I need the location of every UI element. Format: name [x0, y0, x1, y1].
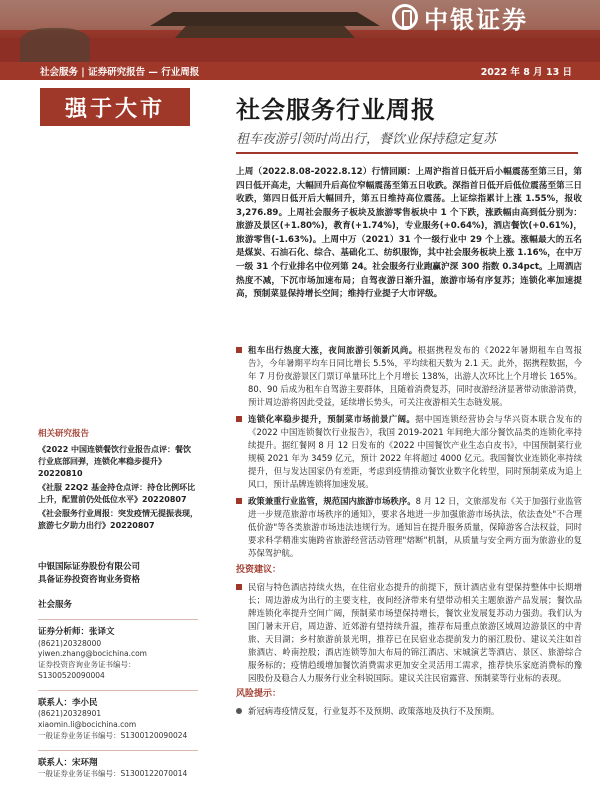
brand-name: 中银证券 — [424, 4, 528, 34]
invest-text: 民宿与特色酒店持续火热，在住宿业态提升的前提下，预计酒店业有望保持整体中长期增长；周边游成为出行的主要支柱，夜间经济带来有望带动相关主题旅游产品发展；餐饮品牌连锁化率提升空间广阔，预制菜市场望保持增长，餐饮业发展复苏动力强劲。我们认为国门暑末开启，周边游、近郊游有望持续升温，推荐布局重点旅游区域周边游景区的中青旅、天目湖；乡村旅游前景光明，推荐已在民宿业态提前发力的丽江股份、建议关注如首旅酒店、岭南控股；酒店连锁等加大布局的锦江酒店、宋城演艺等酒店、景区、旅游综合服务标的；疫情趋缓增加餐饮消费需求更加安全灵活用工需求，推荐快乐家庭消费标的豫园股份及稳合人力服务行业全科锐国际。建议关注民宿露营、预制菜等行业标的表现。 — [248, 582, 582, 684]
bullet-square-icon — [236, 584, 242, 590]
bullet-text: 8 月 12 日，文旅部发布《关于加强行业监管进一步规范旅游市场秩序的通知》，要求各地进一步加强旅游市场执法，依法查处"不合理低价游"等各类旅游市场违法违规行为。通知旨在提升服务质量，保障游客合法权益，同时要求科学精准实施跨省旅游经营活动管理"熔断"机制，从质量与安全两方面为旅游业的复苏保驾护航。 — [248, 496, 582, 559]
page-subtitle: 租车夜游引领时尚出行，餐饮业保持稳定复苏 — [236, 132, 497, 147]
analyst-phone: (8621)20328901 — [38, 709, 102, 719]
palace-roof-lower — [175, 26, 355, 38]
summary-paragraph — [236, 166, 582, 302]
rating-badge: 强于大市 — [40, 88, 190, 126]
related-report-link[interactable]: 《社会服务行业周报：突发疫情无提振表现，旅游七夕助力出行》20220807 — [38, 509, 198, 530]
bullet-square-icon — [236, 347, 242, 353]
related-reports-title: 相关研究报告 — [38, 429, 90, 439]
risk-text: 新冠病毒疫情反复，行业复苏不及预期、政策落地及执行不及预期。 — [248, 706, 500, 717]
key-points — [236, 344, 582, 718]
analyst-role: 联系人： — [38, 758, 73, 769]
bullet-lead: 租车出行热度大涨，夜间旅游引领新风尚。 — [248, 345, 418, 355]
bullet-text: 根据携程发布的《2022年暑期租车自驾报告》，今年暑期平均车日同比增长 5.5%，平均续租天数为 2.1 天。此外，据携程数据，今年 7 月份夜游景区门票订单量环比上个月增长 138%，出游人次环比上个月增长 165%。80、90 后成为租车自驾游主要群体，且随着消费复苏，同时夜游经济显著带动旅游消费，预计周边游将因此受益，延续增长势头，可关注夜游相关生态链发展。 — [248, 345, 583, 408]
breadcrumb: 社会服务 | 证券研究报告 — 行业周报 — [40, 67, 200, 78]
bullet-square-icon — [236, 416, 242, 422]
invest-title: 投资建议： — [236, 565, 282, 576]
analyst-name: 张译文 — [89, 627, 115, 638]
palace-wall — [0, 38, 600, 62]
bullet-item — [236, 495, 582, 560]
analyst-role: 证券分析师： — [38, 627, 90, 638]
analyst-cert: 证券投资咨询业务证书编号：S1300520090004 — [38, 660, 136, 681]
summary-text: 上周（2022.8.08-2022.8.12）行情回顾：上周沪指首日低开后小幅震荡至第三日，第四日低开高走，大幅回升后高位窄幅震荡至第五日收跌。深指首日低开后低位震荡至第三日收跌，第四日低开后大幅回升，第五日维持高位震荡。上证综指累计上涨 1.55%，报收 3,276.89。上周社会服务子板块及旅游零售板块中 1 个下跌，涨跌幅由高到低分别为：旅游及景区(+1.80%)，教育(+1.74%)，专业服务(+0.64%)，酒店餐饮(+0.61%)，旅游零售(-1.63%)。上周中万（2021）31 个一级行业中 29 个上涨。涨幅最大的五名是煤炭、石油石化、综合、基础化工、纺织服饰，其中社会服务板块上涨 1.16%，在中万一级 31 个行业排名中位列第 24。社会服务行业跑赢沪深 300 指数 0.34pct。上周酒店热度不减，下沉市场加速布局；自驾夜游日渐升温，旅游市场有序复苏；连锁化率加速提高，预制菜显保持增长空间；维持行业提子大市评级。 — [236, 167, 582, 300]
analyst-cert: 一般证券业务证书编号：S1300122070014 — [38, 769, 188, 779]
analyst-phone: (8621)20328000 — [38, 638, 102, 648]
bullet-item — [236, 344, 582, 409]
header-banner — [0, 0, 600, 62]
company-qualification: 具备证券投资咨询业务资格 — [38, 575, 141, 586]
brand-logo — [392, 2, 528, 32]
risk-item — [236, 705, 582, 718]
page-title: 社会服务行业周报 — [236, 95, 436, 124]
bullet-dot-icon — [236, 708, 242, 714]
analyst-name: 宋环翔 — [72, 758, 98, 769]
lion-statue — [20, 28, 90, 62]
analyst-card — [38, 690, 198, 742]
analyst-role: 联系人： — [38, 698, 73, 709]
analyst-card — [38, 619, 198, 682]
palace-roof — [150, 12, 380, 26]
breadcrumb-bar — [0, 62, 600, 80]
department: 社会服务 — [38, 599, 73, 610]
company-name: 中银国际证券股份有限公司 — [38, 562, 141, 573]
bullet-lead: 连锁化率稳步提升，预制菜市场前景广阔。 — [248, 414, 416, 425]
analyst-email[interactable]: xiaomin.li@bocichina.com — [38, 720, 137, 730]
bullet-item — [236, 413, 582, 491]
risk-title: 风险提示： — [236, 689, 282, 700]
analyst-name: 李小民 — [72, 698, 98, 709]
related-report-link[interactable]: 《2022 中国连锁餐饮行业报告点评：餐饮行业底部回弹，连锁化率稳步提升》20220810 — [38, 445, 192, 478]
bullet-lead: 政策兼重行业监管，规范国内旅游市场秩序。 — [248, 496, 416, 507]
title-divider — [236, 152, 578, 154]
analyst-email[interactable]: yiwen.zhang@bocichina.com — [38, 649, 147, 659]
report-date: 2022 年 8 月 13 日 — [480, 67, 572, 78]
bullet-square-icon — [236, 498, 242, 504]
invest-item — [236, 581, 582, 685]
analyst-card — [38, 750, 198, 780]
company-info — [38, 561, 198, 587]
bullet-text: 据中国连锁经营协会与华兴资本联合发布的《2022 中国连锁餐饮行业报告》，我国 2019-2021 年间绝大部分餐饮品类的连锁化率持续提升。据红餐网 8 月 12 日发布的《2022 中国餐饮产业生态白皮书》，中国预制菜行业规模 2021 年为 3459 亿元，预计 2022 年将超过 4000 亿元。我国餐饮业连锁化率持续提升，但与发达国家仍有差距，考虑到疫情推动餐饮业数字化转型，同时预制菜成为追上风口，预计品牌连锁将加速发展。 — [248, 414, 583, 490]
boc-logo-icon — [392, 4, 418, 30]
analyst-cert: 一般证券业务证书编号：S1300120090024 — [38, 731, 188, 741]
sidebar — [38, 428, 198, 780]
related-report-link[interactable]: 《社服 22Q2 基金持仓点评：持仓比例环比上升，配置前仍处低位水平》20220807 — [38, 483, 196, 504]
